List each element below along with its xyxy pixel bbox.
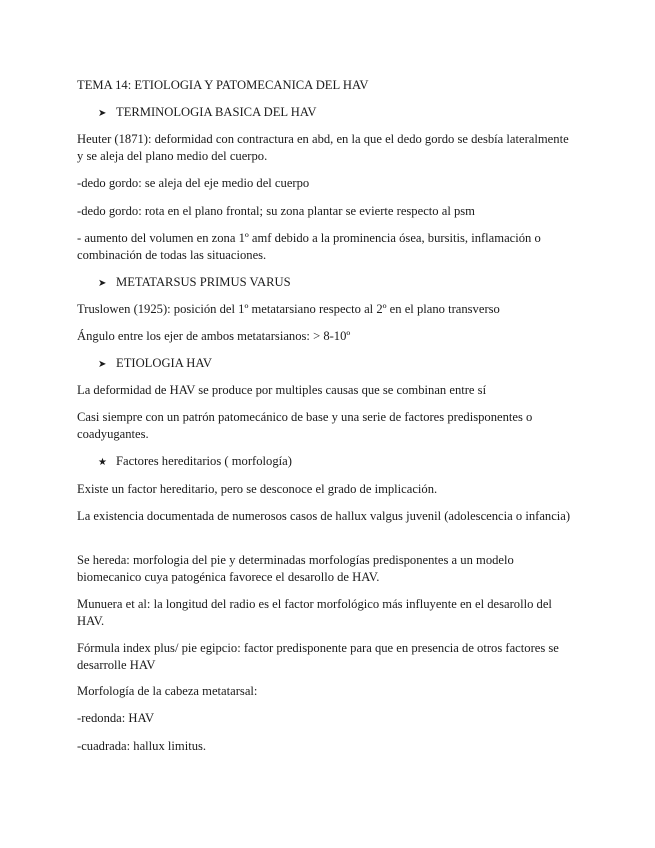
star-bullet-icon: ★	[98, 457, 107, 468]
arrow-bullet-icon: ➤	[98, 108, 107, 119]
arrow-bullet-icon: ➤	[98, 359, 107, 370]
section-heading-metatarsus	[98, 274, 291, 292]
paragraph: La deformidad de HAV se produce por multiples causas que se combinan entre sí	[77, 383, 487, 397]
paragraph: -dedo gordo: se aleja del eje medio del cuerpo	[77, 176, 310, 190]
arrow-bullet-icon: ➤	[98, 278, 107, 289]
paragraph: Heuter (1871): deformidad con contractura en abd, en la que el dedo gordo se desbía lateralmente y se aleja del plano medio del cuerpo.	[77, 132, 569, 163]
paragraph: Se hereda: morfologia del pie y determinadas morfologías predisponentes a un modelo biomecanico cuya patogénica favorece el desarollo de HAV.	[77, 553, 514, 584]
paragraph: -redonda: HAV	[77, 711, 155, 725]
section-heading-factores	[98, 453, 292, 471]
paragraph: -dedo gordo: rota en el plano frontal; su zona plantar se evierte respecto al psm	[77, 204, 475, 218]
paragraph: Ángulo entre los ejer de ambos metatarsianos: > 8-10º	[77, 329, 351, 343]
paragraph: - aumento del volumen en zona 1º amf debido a la prominencia ósea, bursitis, inflamación o combinación de todas las situaciones.	[77, 231, 541, 262]
section-heading-text: TERMINOLOGIA BASICA DEL HAV	[116, 105, 317, 119]
paragraph: La existencia documentada de numerosos casos de hallux valgus juvenil (adolescencia o infancia)	[77, 509, 571, 523]
section-heading-text: ETIOLOGIA HAV	[116, 356, 212, 370]
section-heading-terminologia	[98, 104, 316, 122]
section-heading-text: METATARSUS PRIMUS VARUS	[116, 275, 291, 289]
page-title: TEMA 14: ETIOLOGIA Y PATOMECANICA DEL HAV	[77, 78, 369, 92]
paragraph: -cuadrada: hallux limitus.	[77, 739, 207, 753]
paragraph: Casi siempre con un patrón patomecánico de base y una serie de factores predisponentes o coadyugantes.	[77, 410, 533, 441]
paragraph: Munuera et al: la longitud del radio es el factor morfológico más influyente en el desarollo del HAV.	[77, 597, 552, 628]
section-heading-text: Factores hereditarios ( morfología)	[116, 454, 292, 468]
paragraph: Morfología de la cabeza metatarsal:	[77, 684, 258, 698]
paragraph: Fórmula index plus/ pie egipcio: factor predisponente para que en presencia de otros factores se desarrolle HAV	[77, 641, 559, 672]
paragraph: Truslowen (1925): posición del 1º metatarsiano respecto al 2º en el plano transverso	[77, 302, 500, 316]
section-heading-etiologia	[98, 355, 212, 373]
paragraph: Existe un factor hereditario, pero se desconoce el grado de implicación.	[77, 482, 438, 496]
